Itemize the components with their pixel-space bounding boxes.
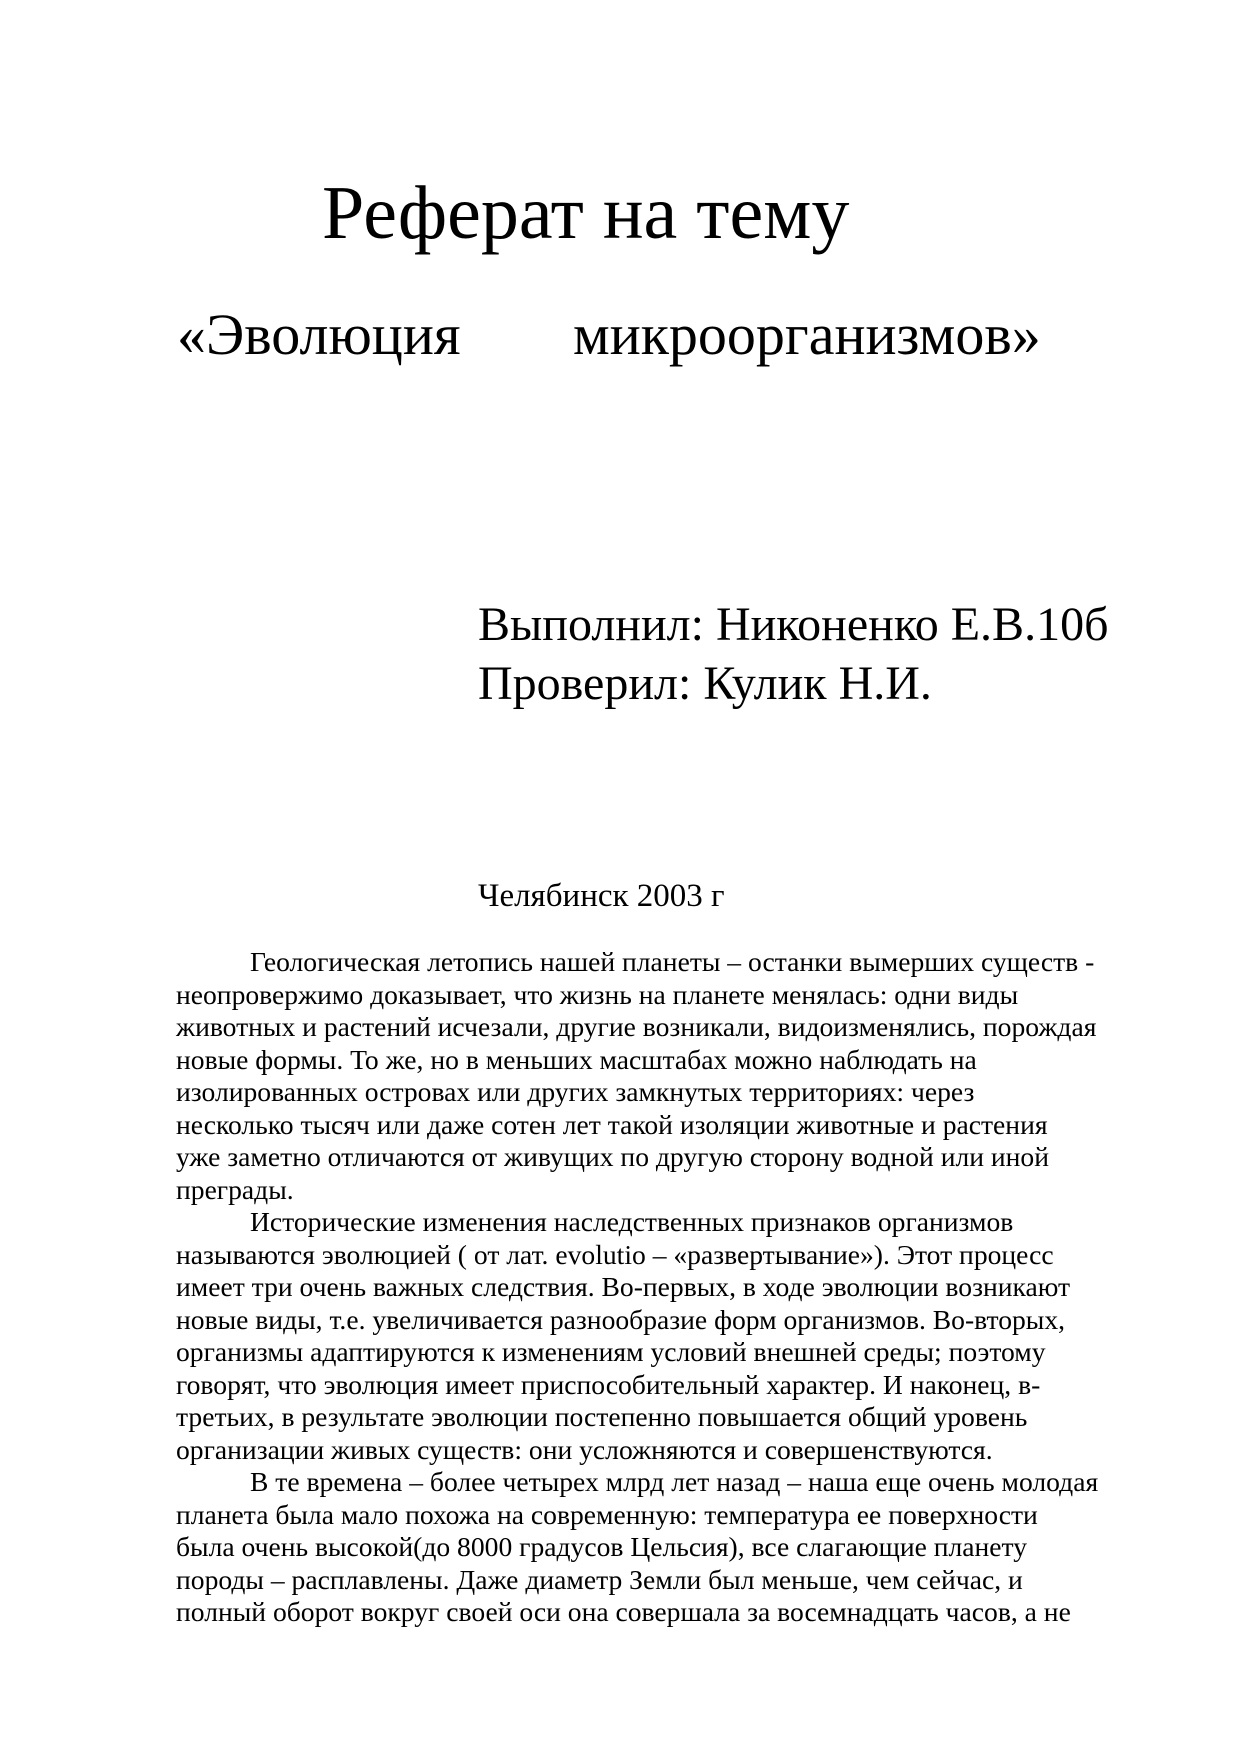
- body-text-line: полный оборот вокруг своей оси она совершала за восемнадцать часов, а не: [176, 1596, 1071, 1627]
- body-text-line: преграды.: [176, 1173, 294, 1205]
- document-subtitle-part-1: «Эволюция: [177, 302, 461, 367]
- body-text-line: новые виды, т.е. увеличивается разнообразие форм организмов. Во-вторых,: [176, 1303, 1066, 1335]
- body-text-line: имеет три очень важных следствия. Во-первых, в ходе эволюции возникают: [176, 1271, 1071, 1302]
- body-text-line: организмы адаптируются к изменениям условий внешней среды; поэтому: [176, 1336, 1046, 1367]
- author-credit: Выполнил: Никоненко Е.В.10б: [478, 598, 1109, 651]
- body-text-line: В те времена – более четырех млрд лет назад – наша еще очень молодая: [250, 1466, 1099, 1497]
- body-text-line: породы – расплавлены. Даже диаметр Земли был меньше, чем сейчас, и: [176, 1563, 1023, 1595]
- body-text-line: организации живых существ: они усложняются и совершенствуются.: [176, 1433, 993, 1465]
- body-text-line: Исторические изменения наследственных признаков организмов: [250, 1206, 1014, 1237]
- body-text-line: говорят, что эволюция имеет приспособительный характер. И наконец, в-: [176, 1368, 1041, 1400]
- body-text-line: была очень высокой(до 8000 градусов Цельсия), все слагающие планету: [176, 1531, 1028, 1562]
- body-text-line: изолированных островах или других замкнутых территориях: через: [176, 1076, 975, 1107]
- body-text-line: несколько тысяч или даже сотен лет такой изоляции животные и растения: [176, 1108, 1048, 1140]
- body-text-line: Геологическая летопись нашей планеты – останки вымерших существ -: [250, 946, 1095, 977]
- document-title: Реферат на тему: [322, 171, 850, 255]
- document-subtitle-part-2: микроорганизмов»: [573, 302, 1041, 367]
- body-text-line: третьих, в результате эволюции постепенно повышается общий уровень: [176, 1401, 1028, 1432]
- city-year: Челябинск 2003 г: [478, 878, 725, 914]
- checker-credit: Проверил: Кулик Н.И.: [478, 657, 932, 710]
- body-text-line: животных и растений исчезали, другие возникали, видоизменялись, порождая: [176, 1011, 1097, 1042]
- body-text-line: новые формы. То же, но в меньших масштабах можно наблюдать на: [176, 1043, 977, 1075]
- body-text-line: планета была мало похожа на современную: температура ее поверхности: [176, 1498, 1038, 1530]
- body-text-line: называются эволюцией ( от лат. evolutio – «развертывание»). Этот процесс: [176, 1238, 1054, 1270]
- body-text: [176, 946, 1156, 1629]
- body-text-line: неопровержимо доказывает, что жизнь на планете менялась: одни виды: [176, 978, 1019, 1010]
- body-text-line: уже заметно отличаются от живущих по другую сторону водной или иной: [176, 1141, 1049, 1172]
